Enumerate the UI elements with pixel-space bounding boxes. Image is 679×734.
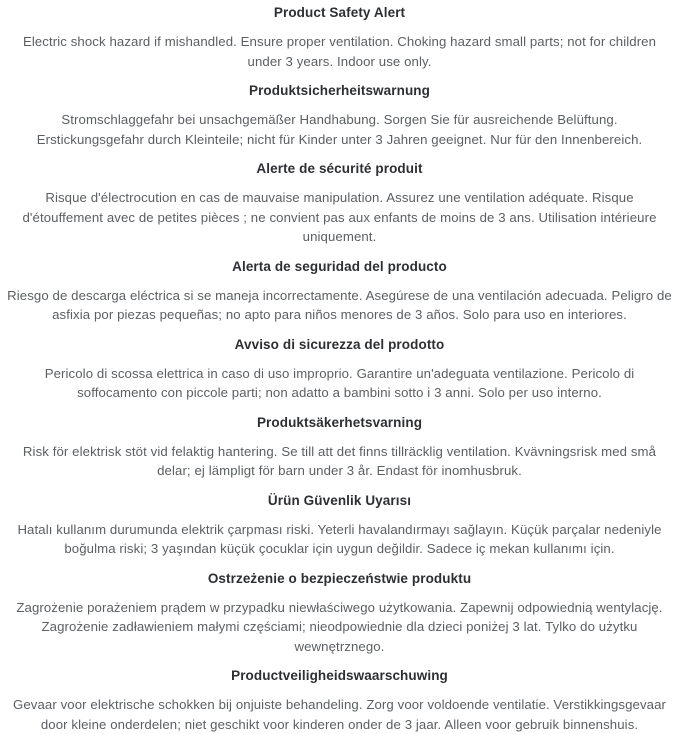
- section-body: Zagrożenie porażeniem prądem w przypadku niewłaściwego użytkowania. Zapewnij odpowiednią wentylację. Zagrożenie zadławieniem małymi częściami; nieodpowiednie dla dzieci poniżej 3 lat. Tylko do użytku wewnętrznego.: [16, 599, 663, 654]
- section-body: Electric shock hazard if mishandled. Ensure proper ventilation. Choking hazard small parts; not for children under 3 years. Indoor use only.: [22, 34, 657, 69]
- section-heading: Product Safety Alert: [273, 5, 406, 20]
- safety-section-polish: [7, 570, 672, 657]
- section-heading: Productveiligheidswaarschuwing: [231, 668, 448, 683]
- section-body: Risk för elektrisk stöt vid felaktig hantering. Se till att det finns tillräcklig ventilation. Kvävningsrisk med små delar; ej lämpligt för barn under 3 år. Endast för inomhusbruk.: [22, 443, 657, 478]
- safety-section-dutch: [7, 667, 672, 734]
- section-body: Pericolo di scossa elettrica in caso di uso improprio. Garantire un'adeguata ventilazione. Pericolo di soffocamento con piccole parti; non adatto a bambini sotto i 3 anni. Solo per uso interno.: [44, 365, 635, 400]
- section-heading: Produktsäkerhetsvarning: [256, 414, 423, 430]
- safety-section-swedish: [7, 414, 672, 481]
- safety-section-german: [7, 82, 672, 149]
- safety-section-turkish: [7, 492, 672, 559]
- section-heading: Alerte de sécurité produit: [256, 161, 423, 176]
- section-heading: Avviso di sicurezza del prodotto: [234, 336, 445, 352]
- section-body: Hatalı kullanım durumunda elektrik çarpması riski. Yeterli havalandırmayı sağlayın. Küçük parçalar nedeniyle boğulma riski; 3 yaşından küçük çocuklar için uygun değildir. Sadece iç mekan kullanımı için.: [17, 521, 662, 556]
- section-heading: Ürün Güvenlik Uyarısı: [267, 492, 412, 508]
- section-body: Stromschlaggefahr bei unsachgemäßer Handhabung. Sorgen Sie für ausreichende Belüftung. Erstickungsgefahr durch Kleinteile; nicht für Kinder unter 3 Jahren geeignet. Nur für den Innenbereich.: [36, 112, 643, 147]
- section-heading: Ostrzeżenie o bezpieczeństwie produktu: [207, 570, 472, 586]
- section-heading: Produktsicherheitswarnung: [248, 83, 431, 98]
- section-heading: Alerta de seguridad del producto: [232, 258, 447, 274]
- section-body: Risque d'électrocution en cas de mauvaise manipulation. Assurez une ventilation adéquate. Risque d'étouffement avec de petites pièces ; ne convient pas aux enfants de moins de 3 ans. Utilisation intérieure uniquement.: [22, 190, 657, 244]
- safety-section-italian: [7, 336, 672, 403]
- safety-section-french: [7, 160, 672, 247]
- section-body: Gevaar voor elektrische schokken bij onjuiste behandeling. Zorg voor voldoende ventilatie. Verstikkingsgevaar door kleine onderdelen; niet geschikt voor kinderen onder de 3 jaar. Alleen voor gebruik binnenshuis.: [12, 697, 667, 732]
- section-body: Riesgo de descarga eléctrica si se maneja incorrectamente. Asegúrese de una ventilación adecuada. Peligro de asfixia por piezas pequeñas; no apto para niños menores de 3 años. Solo para uso en interiores.: [7, 287, 672, 322]
- safety-section-english: [7, 4, 672, 71]
- safety-section-spanish: [7, 258, 672, 325]
